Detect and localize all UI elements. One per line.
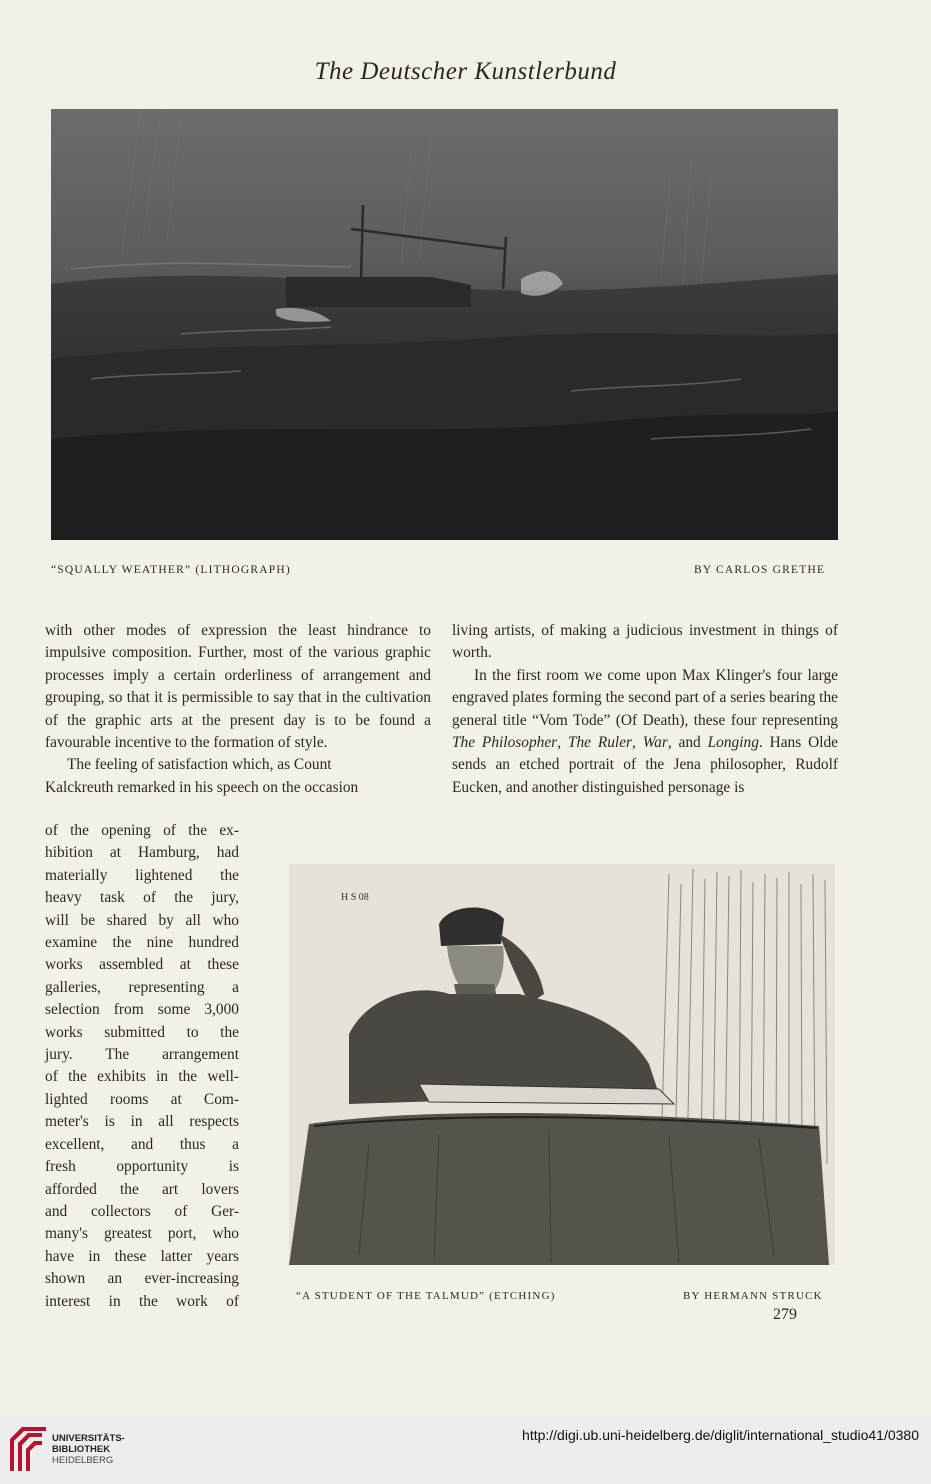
narrow-column-line: of the exhibits in the well-: [45, 1068, 239, 1086]
student-of-the-talmud-etching: [289, 864, 835, 1265]
right-paragraph-2-start: In the first room we come upon Max Klinger's four large engraved plates forming the second part of a series bearing the general title “Vom Tode” (Of Death), these four representing: [452, 666, 838, 729]
work-title-war: War: [642, 734, 668, 752]
narrow-column-line: excellent, and thus a: [45, 1135, 239, 1153]
narrow-column-line: afforded the art lovers: [45, 1180, 239, 1198]
left-paragraph-1: with other modes of expression the least hindrance to impulsive composition. Further, most of the various graphic processes imply a certain orderliness of arrangement and grouping, so that it is permissible to say that in the cultivation of the graphic arts at the present day is to be found a favourable incentive to the formation of style.: [45, 622, 431, 752]
figure1-caption-artist: BY CARLOS GRETHE: [694, 564, 826, 576]
work-title-philosopher: The Philosopher: [452, 734, 558, 752]
figure2-caption-title: “A STUDENT OF THE TALMUD” (ETCHING): [296, 1290, 556, 1302]
narrow-column-line: lighted rooms at Com-: [45, 1090, 239, 1108]
narrow-column: [45, 820, 239, 1313]
squally-weather-lithograph: [51, 109, 838, 540]
separator-1: ,: [557, 734, 568, 752]
narrow-column-line: meter's is in all respects: [45, 1113, 239, 1131]
work-title-longing: Longing: [707, 734, 759, 752]
narrow-column-line: many's greatest port, who: [45, 1225, 239, 1243]
separator-3: , and: [667, 734, 708, 752]
page-number: 279: [773, 1306, 797, 1323]
figure2-caption-artist: BY HERMANN STRUCK: [683, 1290, 823, 1302]
narrow-column-line: works assembled at these: [45, 956, 239, 974]
right-paragraph-2-end: . Hans Olde sends an etched portrait of the Jena philosopher, Rudolf Eucken, and another distinguished personage is: [452, 734, 838, 796]
narrow-column-line: jury. The arrangement: [45, 1046, 239, 1064]
narrow-column-line: of the opening of the ex-: [45, 822, 239, 839]
left-paragraph-2-line-1: The feeling of satisfaction which, as Count: [67, 756, 332, 774]
library-line-1: UNIVERSITÄTS-: [52, 1433, 125, 1444]
narrow-column-line: have in these latter years: [45, 1247, 239, 1265]
narrow-column-line: galleries, representing a: [45, 978, 239, 996]
narrow-column-line: fresh opportunity is: [45, 1158, 239, 1176]
narrow-column-line: examine the nine hundred: [45, 934, 239, 952]
library-name: [52, 1433, 125, 1466]
monogram: H S 08: [341, 892, 369, 903]
library-line-2: BIBLIOTHEK: [52, 1444, 111, 1455]
right-column: [452, 620, 838, 799]
narrow-column-line: and collectors of Ger-: [45, 1202, 239, 1220]
left-column: [45, 620, 431, 799]
narrow-column-line: heavy task of the jury,: [45, 889, 239, 907]
narrow-column-line: interest in the work of: [45, 1292, 239, 1310]
narrow-column-line: works submitted to the: [45, 1023, 239, 1041]
university-library-logo-icon: [8, 1425, 48, 1475]
narrow-column-line: selection from some 3,000: [45, 1001, 239, 1019]
library-line-3: HEIDELBERG: [52, 1455, 114, 1466]
separator-2: ,: [632, 734, 643, 752]
narrow-column-line: shown an ever-increasing: [45, 1270, 239, 1288]
source-url[interactable]: http://digi.ub.uni-heidelberg.de/diglit/international_studio41/0380: [522, 1427, 919, 1443]
right-paragraph-1: living artists, of making a judicious investment in things of worth.: [452, 622, 838, 662]
narrow-column-line: materially lightened the: [45, 866, 239, 884]
right-paragraph-2: [452, 665, 838, 799]
narrow-column-line: will be shared by all who: [45, 911, 239, 929]
footer-bar: [0, 1415, 931, 1484]
narrow-column-line: hibition at Hamburg, had: [45, 844, 239, 862]
running-title: The Deutscher Kunstlerbund: [314, 58, 617, 85]
work-title-ruler: The Ruler: [567, 734, 633, 752]
figure1-caption-title: “SQUALLY WEATHER” (LITHOGRAPH): [51, 564, 291, 576]
left-paragraph-2-line-2: Kalckreuth remarked in his speech on the occasion: [45, 778, 359, 796]
